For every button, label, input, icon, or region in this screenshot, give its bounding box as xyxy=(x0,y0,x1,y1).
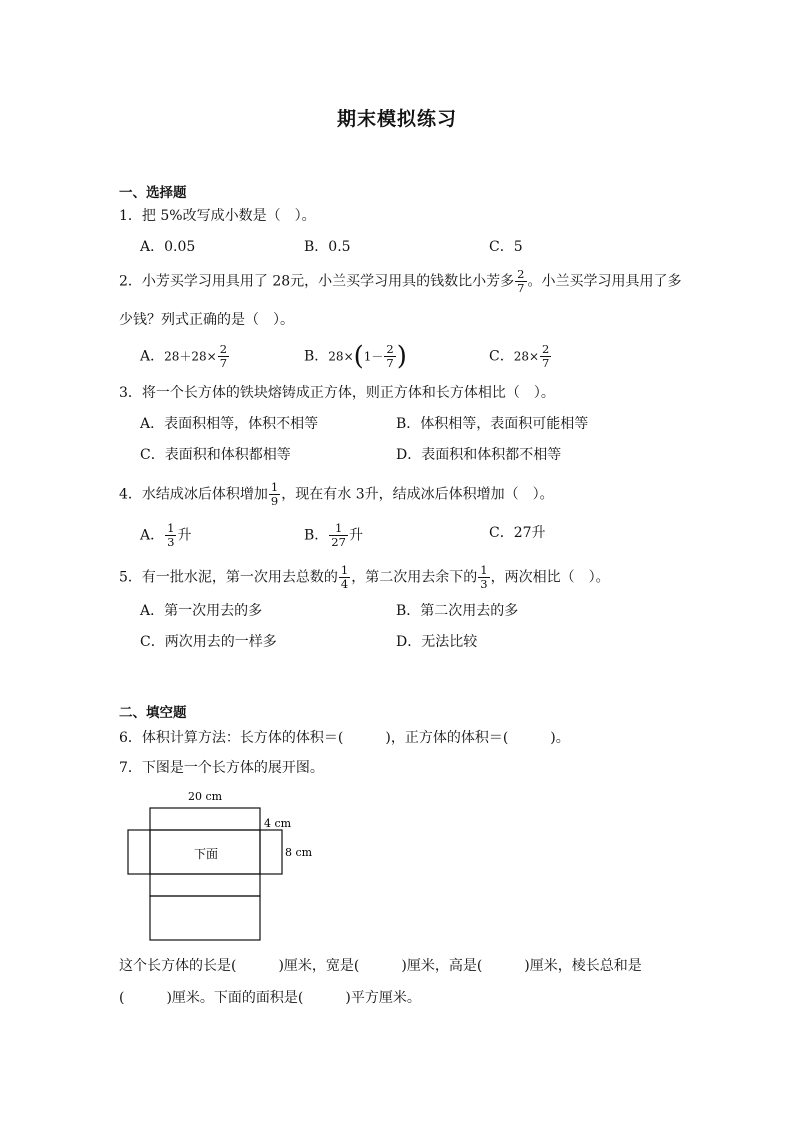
question-6-stem: 6．体积计算方法：长方体的体积＝( )，正方体的体积＝( )。 xyxy=(119,730,570,746)
question-4-option-c[interactable]: C．27升 xyxy=(489,525,546,541)
question-1-stem: 1．把 5%改写成小数是（ ）。 xyxy=(119,208,316,224)
length-label: 20 cm xyxy=(187,790,223,803)
fraction-numerator: 1 xyxy=(480,563,488,577)
option-label: C． xyxy=(489,348,514,365)
net-right-face xyxy=(260,830,282,874)
option-expression: 28＋28× xyxy=(164,349,217,364)
net-left-face xyxy=(128,830,150,874)
net-top-face xyxy=(150,808,260,830)
option-label: B． xyxy=(304,348,329,365)
question-7-line-2: ( )厘米。下面的面积是( )平方厘米。 xyxy=(119,990,421,1006)
fraction xyxy=(329,522,348,549)
option-expression: 28× xyxy=(328,349,354,364)
fraction-numerator: 1 xyxy=(270,480,279,494)
cuboid-net-figure xyxy=(120,786,330,942)
fraction xyxy=(384,343,395,370)
question-4-option-b[interactable] xyxy=(304,522,363,549)
width-label: 4 cm xyxy=(264,817,292,830)
fraction-denominator: 9 xyxy=(270,494,279,508)
fraction xyxy=(269,481,280,508)
page-title: 期末模拟练习 xyxy=(336,108,457,130)
fraction-denominator: 3 xyxy=(480,577,488,591)
bottom-face-label: 下面 xyxy=(193,847,219,861)
question-5-stem-post: ，两次相比（ ）。 xyxy=(490,569,610,586)
option-label: A． xyxy=(140,348,165,365)
question-3-option-d[interactable]: D．表面积和体积都不相等 xyxy=(396,447,562,463)
fraction-numerator: 2 xyxy=(386,342,394,356)
question-4-stem xyxy=(119,481,554,508)
question-5-option-b[interactable]: B．第二次用去的多 xyxy=(396,603,519,619)
question-5-option-d[interactable]: D．无法比较 xyxy=(396,634,478,650)
fraction xyxy=(515,268,526,295)
option-unit: 升 xyxy=(348,527,363,544)
fraction-numerator: 2 xyxy=(542,342,550,356)
right-paren-icon: ) xyxy=(396,341,407,372)
question-7-line-1: 这个长方体的长是( )厘米，宽是( )厘米，高是( )厘米，棱长总和是 xyxy=(119,958,642,974)
question-3-option-a[interactable]: A．表面积相等，体积不相等 xyxy=(140,416,319,432)
fraction-numerator: 2 xyxy=(517,267,525,281)
question-5-stem xyxy=(119,564,610,591)
fraction xyxy=(478,564,489,591)
section-heading-choice: 一、选择题 xyxy=(119,185,187,201)
fraction xyxy=(165,522,176,549)
fraction-denominator: 27 xyxy=(331,535,346,549)
question-5-stem-mid: ，第二次用去余下的 xyxy=(351,569,478,586)
left-paren-icon: ( xyxy=(353,341,364,372)
fraction-denominator: 7 xyxy=(542,356,550,370)
fraction-numerator: 1 xyxy=(167,521,175,535)
fraction-numerator: 2 xyxy=(219,342,228,356)
net-back-face xyxy=(150,896,260,940)
option-label: A． xyxy=(140,527,165,544)
question-2-stem-line2: 少钱？列式正确的是（ ）。 xyxy=(119,312,294,328)
option-expression: 28× xyxy=(513,349,540,364)
question-3-option-c[interactable]: C．表面积和体积都相等 xyxy=(140,447,291,463)
option-expression-inner: 1－ xyxy=(363,349,384,364)
question-3-stem: 3．将一个长方体的铁块熔铸成正方体，则正方体和长方体相比（ ）。 xyxy=(119,385,555,401)
question-2-stem xyxy=(119,268,682,295)
question-5-option-a[interactable]: A．第一次用去的多 xyxy=(140,603,263,619)
option-unit: 升 xyxy=(177,527,192,544)
fraction-denominator: 7 xyxy=(386,356,394,370)
question-1-option-c[interactable]: C．5 xyxy=(489,239,523,255)
option-label: B． xyxy=(304,527,329,544)
fraction-numerator: 1 xyxy=(329,522,348,536)
question-2-option-c[interactable] xyxy=(489,343,552,370)
section-heading-fill: 二、填空题 xyxy=(119,705,187,721)
fraction-denominator: 7 xyxy=(517,281,525,295)
question-2-stem-pre: 2．小芳买学习用具用了 28元，小兰买学习用具的钱数比小芳多 xyxy=(119,273,515,290)
question-1-option-b[interactable]: B．0.5 xyxy=(304,239,351,255)
question-4-stem-post: ，现在有水 3升，结成冰后体积增加（ ）。 xyxy=(281,486,554,503)
question-2-option-b[interactable] xyxy=(304,343,407,370)
question-7-stem: 7．下图是一个长方体的展开图。 xyxy=(119,760,324,776)
net-front-face xyxy=(150,874,260,896)
question-4-option-a[interactable] xyxy=(140,522,191,549)
fraction-denominator: 7 xyxy=(219,356,228,370)
question-2-stem-post: 。小兰买学习用具用了多 xyxy=(527,273,682,290)
question-1-option-a[interactable]: A．0.05 xyxy=(140,239,196,255)
fraction-denominator: 4 xyxy=(340,577,349,591)
fraction xyxy=(218,343,229,370)
question-3-option-b[interactable]: B．体积相等，表面积可能相等 xyxy=(396,416,589,432)
fraction-numerator: 1 xyxy=(340,563,349,577)
question-4-stem-pre: 4．水结成冰后体积增加 xyxy=(119,486,268,503)
height-label: 8 cm xyxy=(285,846,313,859)
fraction xyxy=(339,564,350,591)
fraction xyxy=(540,343,551,370)
question-5-stem-pre: 5．有一批水泥，第一次用去总数的 xyxy=(119,569,338,586)
question-5-option-c[interactable]: C．两次用去的一样多 xyxy=(140,634,277,650)
question-2-option-a[interactable] xyxy=(140,343,230,370)
fraction-denominator: 3 xyxy=(167,535,175,549)
